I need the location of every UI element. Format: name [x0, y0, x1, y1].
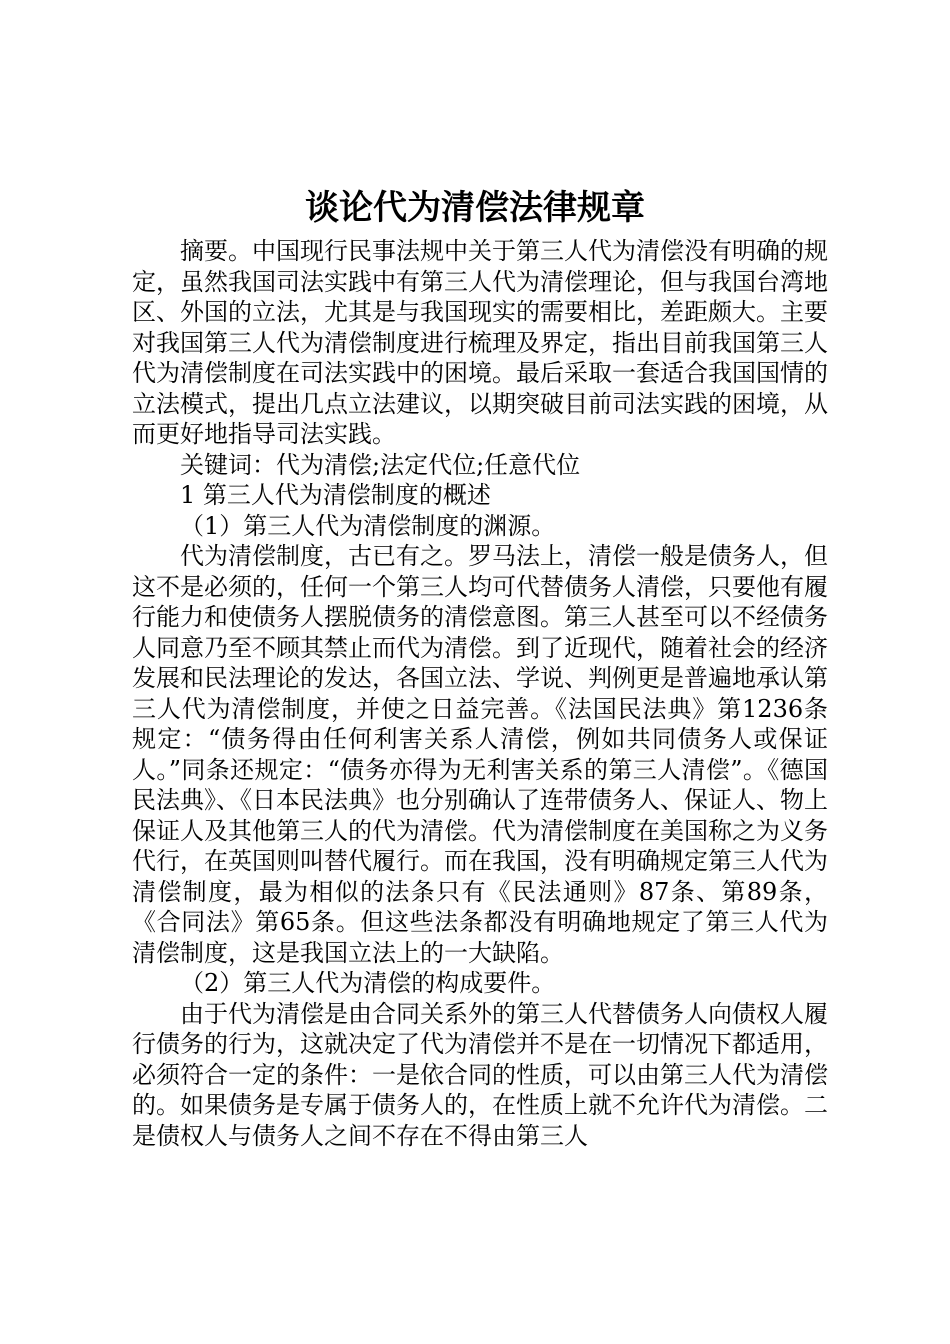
section-heading: 1 第三人代为清偿制度的概述 [180, 481, 491, 509]
subsection-heading: （2）第三人代为清偿的构成要件。 [180, 969, 556, 997]
document-title: 谈论代为清偿法律规章 [305, 188, 645, 228]
subsection-heading: （1）第三人代为清偿制度的渊源。 [180, 511, 556, 540]
keywords-line: 关键词：代为清偿;法定代位;任意代位 [180, 450, 581, 479]
body-paragraph: 由于代为清偿是由合同关系外的第三人代替债务人向债权人履行债务的行为，这就决定了代为清偿并不是在一切情况下都适用，必须符合一定的条件：一是依合同的性质，可以由第三人代为清偿的。如果债务是专属于债务人的，在性质上就不允许代为清偿。二是债权人与债务人之间不存在不得由第三人 [132, 999, 828, 1150]
document-body [132, 236, 828, 1151]
abstract-paragraph: 摘要。中国现行民事法规中关于第三人代为清偿没有明确的规定，虽然我国司法实践中有第三人代为清偿理论，但与我国台湾地区、外国的立法，尤其是与我国现实的需要相比，差距颇大。主要对我国第三人代为清偿制度进行梳理及界定，指出目前我国第三人代为清偿制度在司法实践中的困境。最后采取一套适合我国国情的立法模式，提出几点立法建议，以期突破目前司法实践的困境，从而更好地指导司法实践。 [132, 237, 828, 448]
body-paragraph: 代为清偿制度，古已有之。罗马法上，清偿一般是债务人，但这不是必须的，任何一个第三人均可代替债务人清偿，只要他有履行能力和使债务人摆脱债务的清偿意图。第三人甚至可以不经债务人同意乃至不顾其禁止而代为清偿。到了近现代，随着社会的经济发展和民法理论的发达，各国立法、学说、判例更是普遍地承认第三人代为清偿制度，并使之日益完善。《法国民法典》第1236条规定：“债务得由任何利害关系人清偿，例如共同债务人或保证人。”同条还规定：“债务亦得为无利害关系的第三人清偿”。《德国民法典》、《日本民法典》也分别确认了连带债务人、保证人、物上保证人及其他第三人的代为清偿。代为清偿制度在美国称之为义务代行，在英国则叫替代履行。而在我国，没有明确规定第三人代为清偿制度，最为相似的法条只有《民法通则》87条、第89条，《合同法》第65条。但这些法条都没有明确地规定了第三人代为清偿制度，这是我国立法上的一大缺陷。 [132, 542, 828, 967]
